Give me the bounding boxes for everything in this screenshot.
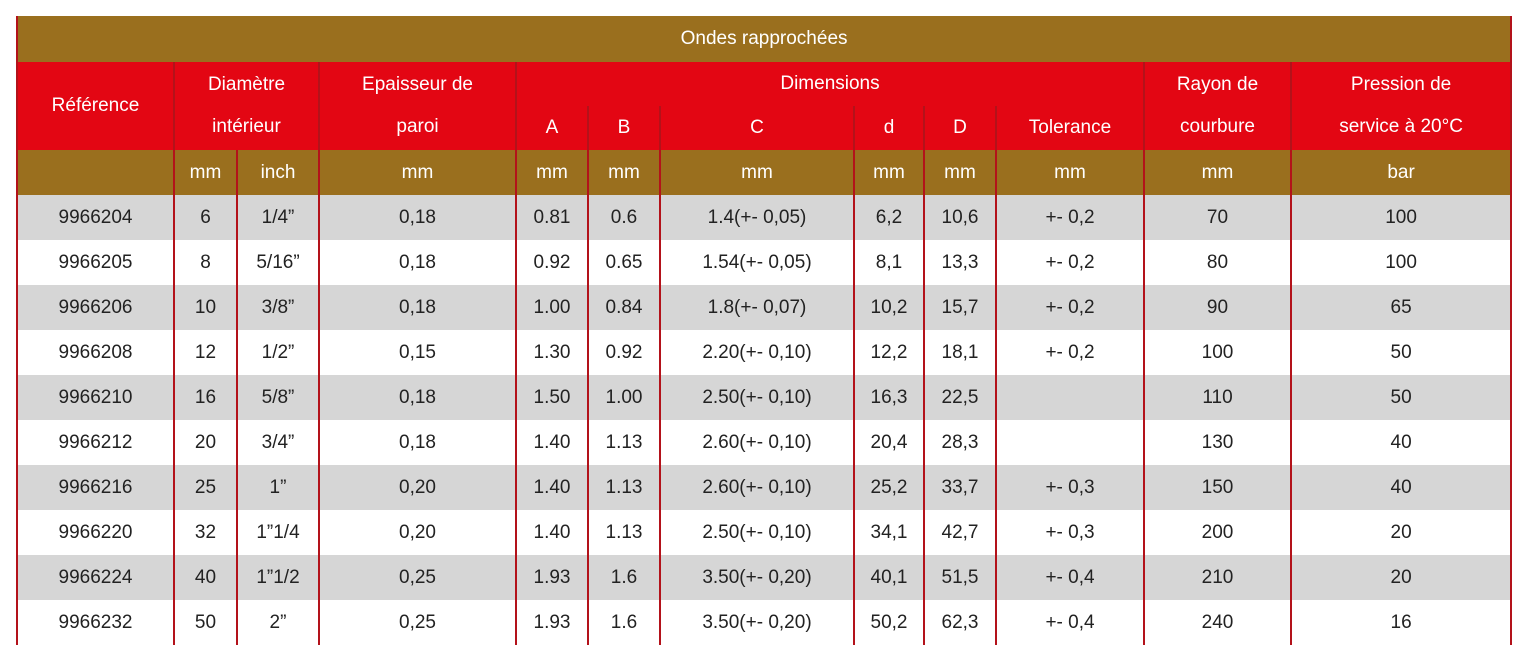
cell-epaisseur: 0,18 bbox=[319, 285, 516, 330]
table-row bbox=[17, 240, 1511, 285]
cell-reference: 9966216 bbox=[17, 465, 174, 510]
cell-dim-d-big: 33,7 bbox=[924, 465, 996, 510]
table-row bbox=[17, 195, 1511, 240]
cell-dim-c: 2.60(+- 0,10) bbox=[660, 465, 854, 510]
cell-dim-b: 1.13 bbox=[588, 465, 660, 510]
cell-epaisseur: 0,20 bbox=[319, 510, 516, 555]
header-pression-line2: service à 20°C bbox=[1339, 116, 1463, 137]
unit-cell: inch bbox=[237, 150, 319, 195]
cell-dim-a: 1.50 bbox=[516, 375, 588, 420]
cell-diametre-mm: 6 bbox=[174, 195, 237, 240]
cell-dim-c: 2.60(+- 0,10) bbox=[660, 420, 854, 465]
cell-dim-d-big: 51,5 bbox=[924, 555, 996, 600]
header-tolerance: Tolerance bbox=[996, 106, 1144, 150]
table-body bbox=[17, 195, 1511, 645]
cell-diametre-inch: 1/4” bbox=[237, 195, 319, 240]
unit-cell-empty bbox=[17, 150, 174, 195]
cell-epaisseur: 0,18 bbox=[319, 375, 516, 420]
cell-reference: 9966205 bbox=[17, 240, 174, 285]
cell-dim-d-small: 6,2 bbox=[854, 195, 924, 240]
cell-dim-d-big: 15,7 bbox=[924, 285, 996, 330]
cell-rayon: 100 bbox=[1144, 330, 1291, 375]
cell-pression: 40 bbox=[1291, 465, 1511, 510]
cell-pression: 65 bbox=[1291, 285, 1511, 330]
cell-dim-c: 1.8(+- 0,07) bbox=[660, 285, 854, 330]
cell-pression: 50 bbox=[1291, 330, 1511, 375]
table-title: Ondes rapprochées bbox=[17, 16, 1511, 62]
cell-dim-a: 0.92 bbox=[516, 240, 588, 285]
table-row bbox=[17, 510, 1511, 555]
cell-diametre-mm: 32 bbox=[174, 510, 237, 555]
cell-diametre-inch: 2” bbox=[237, 600, 319, 645]
cell-rayon: 200 bbox=[1144, 510, 1291, 555]
cell-reference: 9966232 bbox=[17, 600, 174, 645]
cell-epaisseur: 0,25 bbox=[319, 600, 516, 645]
cell-reference: 9966206 bbox=[17, 285, 174, 330]
cell-dim-b: 1.6 bbox=[588, 555, 660, 600]
cell-pression: 40 bbox=[1291, 420, 1511, 465]
cell-dim-b: 0.6 bbox=[588, 195, 660, 240]
cell-dim-d-small: 16,3 bbox=[854, 375, 924, 420]
cell-dim-b: 0.65 bbox=[588, 240, 660, 285]
cell-epaisseur: 0,25 bbox=[319, 555, 516, 600]
cell-epaisseur: 0,15 bbox=[319, 330, 516, 375]
cell-diametre-inch: 5/16” bbox=[237, 240, 319, 285]
cell-pression: 50 bbox=[1291, 375, 1511, 420]
cell-dim-b: 0.92 bbox=[588, 330, 660, 375]
cell-reference: 9966212 bbox=[17, 420, 174, 465]
cell-tolerance: +- 0,2 bbox=[996, 195, 1144, 240]
cell-rayon: 150 bbox=[1144, 465, 1291, 510]
cell-tolerance bbox=[996, 420, 1144, 465]
cell-rayon: 90 bbox=[1144, 285, 1291, 330]
header-epaisseur bbox=[319, 62, 516, 150]
cell-tolerance: +- 0,2 bbox=[996, 240, 1144, 285]
cell-dim-d-small: 50,2 bbox=[854, 600, 924, 645]
header-pression-line1: Pression de bbox=[1350, 74, 1452, 95]
cell-dim-d-small: 40,1 bbox=[854, 555, 924, 600]
table-row bbox=[17, 465, 1511, 510]
cell-rayon: 80 bbox=[1144, 240, 1291, 285]
cell-epaisseur: 0,18 bbox=[319, 240, 516, 285]
cell-diametre-inch: 5/8” bbox=[237, 375, 319, 420]
cell-dim-d-small: 20,4 bbox=[854, 420, 924, 465]
cell-tolerance: +- 0,2 bbox=[996, 285, 1144, 330]
unit-cell: mm bbox=[319, 150, 516, 195]
header-a: A bbox=[516, 106, 588, 150]
unit-cell: mm bbox=[924, 150, 996, 195]
cell-dim-d-small: 8,1 bbox=[854, 240, 924, 285]
header-rayon-line1: Rayon de bbox=[1176, 74, 1259, 95]
cell-dim-a: 1.40 bbox=[516, 510, 588, 555]
header-epaisseur-line2: paroi bbox=[396, 116, 439, 137]
cell-diametre-inch: 1” bbox=[237, 465, 319, 510]
cell-reference: 9966210 bbox=[17, 375, 174, 420]
cell-dim-d-big: 13,3 bbox=[924, 240, 996, 285]
cell-dim-c: 3.50(+- 0,20) bbox=[660, 600, 854, 645]
header-dimensions: Dimensions bbox=[516, 62, 1144, 106]
table-row bbox=[17, 285, 1511, 330]
cell-pression: 100 bbox=[1291, 240, 1511, 285]
cell-dim-d-small: 10,2 bbox=[854, 285, 924, 330]
cell-diametre-inch: 1”1/2 bbox=[237, 555, 319, 600]
cell-dim-d-big: 22,5 bbox=[924, 375, 996, 420]
cell-rayon: 240 bbox=[1144, 600, 1291, 645]
cell-dim-a: 1.30 bbox=[516, 330, 588, 375]
cell-epaisseur: 0,18 bbox=[319, 420, 516, 465]
cell-dim-b: 1.13 bbox=[588, 420, 660, 465]
cell-diametre-mm: 20 bbox=[174, 420, 237, 465]
header-reference: Référence bbox=[17, 62, 174, 150]
cell-dim-c: 2.50(+- 0,10) bbox=[660, 375, 854, 420]
cell-dim-b: 1.00 bbox=[588, 375, 660, 420]
header-d-big: D bbox=[924, 106, 996, 150]
cell-tolerance: +- 0,4 bbox=[996, 600, 1144, 645]
cell-diametre-inch: 3/4” bbox=[237, 420, 319, 465]
header-diametre-line2: intérieur bbox=[212, 116, 281, 137]
cell-dim-c: 1.4(+- 0,05) bbox=[660, 195, 854, 240]
cell-dim-d-big: 42,7 bbox=[924, 510, 996, 555]
cell-dim-d-big: 18,1 bbox=[924, 330, 996, 375]
table-row bbox=[17, 555, 1511, 600]
cell-rayon: 130 bbox=[1144, 420, 1291, 465]
cell-dim-b: 1.13 bbox=[588, 510, 660, 555]
cell-dim-d-small: 25,2 bbox=[854, 465, 924, 510]
spec-table bbox=[16, 16, 1512, 645]
cell-dim-c: 2.20(+- 0,10) bbox=[660, 330, 854, 375]
unit-cell: mm bbox=[996, 150, 1144, 195]
cell-reference: 9966204 bbox=[17, 195, 174, 240]
cell-dim-b: 1.6 bbox=[588, 600, 660, 645]
table-row bbox=[17, 600, 1511, 645]
header-epaisseur-line1: Epaisseur de bbox=[362, 74, 473, 95]
cell-diametre-mm: 50 bbox=[174, 600, 237, 645]
units-row bbox=[17, 150, 1511, 195]
cell-reference: 9966208 bbox=[17, 330, 174, 375]
cell-tolerance: +- 0,3 bbox=[996, 465, 1144, 510]
cell-diametre-inch: 3/8” bbox=[237, 285, 319, 330]
unit-cell: mm bbox=[854, 150, 924, 195]
table-row bbox=[17, 375, 1511, 420]
cell-epaisseur: 0,18 bbox=[319, 195, 516, 240]
header-rayon-line2: courbure bbox=[1180, 116, 1255, 137]
cell-dim-d-big: 62,3 bbox=[924, 600, 996, 645]
cell-dim-a: 1.40 bbox=[516, 465, 588, 510]
cell-dim-d-small: 12,2 bbox=[854, 330, 924, 375]
header-diametre-line1: Diamètre bbox=[207, 74, 286, 95]
header-c: C bbox=[660, 106, 854, 150]
cell-dim-d-big: 10,6 bbox=[924, 195, 996, 240]
cell-diametre-mm: 16 bbox=[174, 375, 237, 420]
cell-epaisseur: 0,20 bbox=[319, 465, 516, 510]
cell-pression: 20 bbox=[1291, 510, 1511, 555]
header-diametre bbox=[174, 62, 319, 150]
cell-rayon: 70 bbox=[1144, 195, 1291, 240]
header-pression bbox=[1291, 62, 1511, 150]
cell-reference: 9966224 bbox=[17, 555, 174, 600]
cell-reference: 9966220 bbox=[17, 510, 174, 555]
cell-diametre-mm: 10 bbox=[174, 285, 237, 330]
cell-pression: 20 bbox=[1291, 555, 1511, 600]
cell-tolerance: +- 0,3 bbox=[996, 510, 1144, 555]
header-d-small: d bbox=[854, 106, 924, 150]
cell-dim-b: 0.84 bbox=[588, 285, 660, 330]
unit-cell: mm bbox=[660, 150, 854, 195]
cell-dim-d-big: 28,3 bbox=[924, 420, 996, 465]
header-b: B bbox=[588, 106, 660, 150]
cell-dim-d-small: 34,1 bbox=[854, 510, 924, 555]
cell-diametre-mm: 40 bbox=[174, 555, 237, 600]
unit-cell: mm bbox=[516, 150, 588, 195]
cell-pression: 16 bbox=[1291, 600, 1511, 645]
cell-rayon: 210 bbox=[1144, 555, 1291, 600]
cell-tolerance: +- 0,2 bbox=[996, 330, 1144, 375]
unit-cell: mm bbox=[174, 150, 237, 195]
cell-diametre-mm: 25 bbox=[174, 465, 237, 510]
cell-pression: 100 bbox=[1291, 195, 1511, 240]
cell-diametre-mm: 8 bbox=[174, 240, 237, 285]
cell-diametre-inch: 1”1/4 bbox=[237, 510, 319, 555]
unit-cell: mm bbox=[1144, 150, 1291, 195]
cell-dim-c: 3.50(+- 0,20) bbox=[660, 555, 854, 600]
cell-dim-a: 1.00 bbox=[516, 285, 588, 330]
cell-tolerance bbox=[996, 375, 1144, 420]
cell-tolerance: +- 0,4 bbox=[996, 555, 1144, 600]
cell-diametre-mm: 12 bbox=[174, 330, 237, 375]
spec-table-container bbox=[16, 16, 1510, 645]
cell-dim-a: 1.93 bbox=[516, 555, 588, 600]
unit-cell: mm bbox=[588, 150, 660, 195]
cell-dim-a: 1.93 bbox=[516, 600, 588, 645]
table-row bbox=[17, 420, 1511, 465]
cell-dim-a: 1.40 bbox=[516, 420, 588, 465]
cell-diametre-inch: 1/2” bbox=[237, 330, 319, 375]
header-rayon bbox=[1144, 62, 1291, 150]
cell-dim-c: 2.50(+- 0,10) bbox=[660, 510, 854, 555]
cell-dim-c: 1.54(+- 0,05) bbox=[660, 240, 854, 285]
unit-cell: bar bbox=[1291, 150, 1511, 195]
table-row bbox=[17, 330, 1511, 375]
cell-dim-a: 0.81 bbox=[516, 195, 588, 240]
cell-rayon: 110 bbox=[1144, 375, 1291, 420]
